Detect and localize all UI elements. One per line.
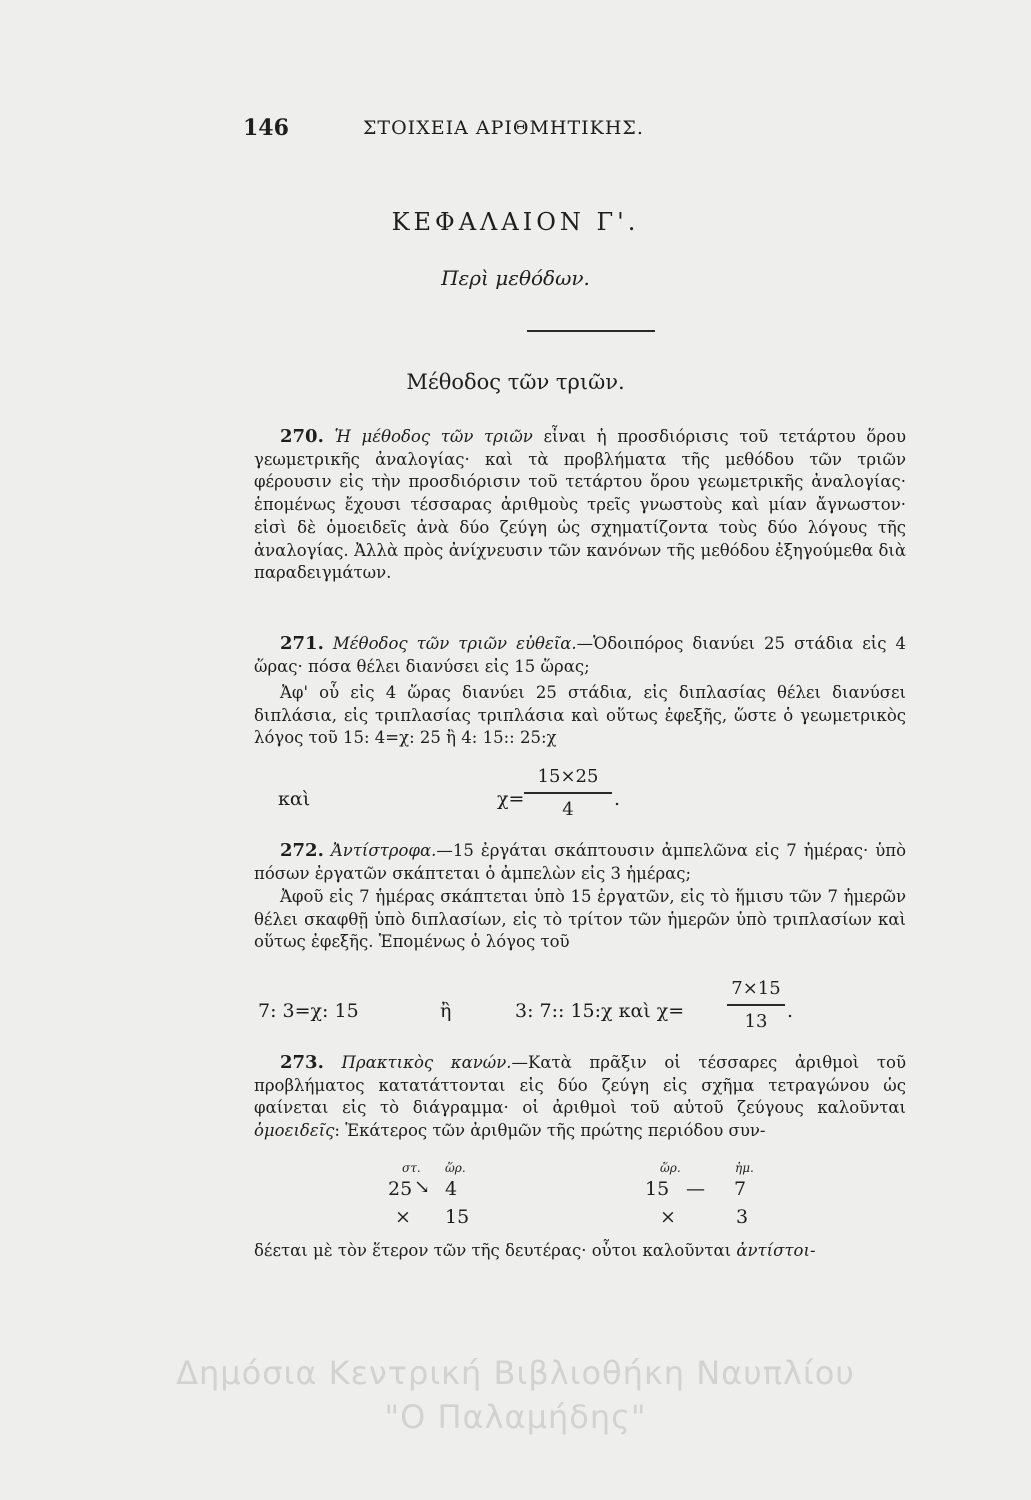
library-watermark-line-1: Δημόσια Κεντρική Βιβλιοθήκη Ναυπλίου xyxy=(176,1354,855,1392)
label-days: ἡμ. xyxy=(735,1161,754,1175)
label-hours: ὥρ. xyxy=(445,1161,466,1175)
equation-period: . xyxy=(614,788,621,810)
label-stadia: στ. xyxy=(402,1161,421,1175)
paragraph-text: —15 ἐργάται σκάπτουσιν ἀμπελῶνα εἰς 7 ἡμέρας· ὑπὸ πόσων ἐργατῶν σκάπτεται ὁ ἀμπελὼν εἰς 3 ἡμέρας; xyxy=(254,841,906,883)
paragraph-text: —Ὁδοιπόρος διανύει 25 στάδια εἰς 4 ὥρας· πόσα θέλει διανύσει εἰς 15 ὥρας; xyxy=(254,634,906,676)
fraction-numerator: 7×15 xyxy=(731,978,781,999)
divider-rule xyxy=(527,330,655,332)
cross-icon: × xyxy=(395,1206,411,1228)
paragraph-271-body: Ἀφ' οὗ εἰς 4 ὥρας διανύει 25 στάδια, εἰς διπλασίας θέλει διανύσει διπλάσια, εἰς τριπλασίας τριπλάσια καὶ οὕτως ἐφεξῆς, ὥστε ὁ γεωμετρικὸς λόγος τοῦ 15: 4=χ: 25 ἢ 4: 15:: 25:χ xyxy=(254,683,906,748)
term: Πρακτικὸς κανών. xyxy=(341,1053,512,1072)
paragraph-text: δέεται μὲ τὸν ἕτερον τῶν τῆς δευτέρας· οὗτοι καλοῦνται xyxy=(254,1241,737,1260)
and-label: καὶ xyxy=(278,788,311,810)
equation-2: 3: 7:: 15:χ καὶ χ= xyxy=(515,1000,685,1022)
paragraph-text: εἶναι ἡ προσδιόρισις τοῦ τετάρτου ὅρου γεωμετρικῆς ἀναλογίας· καὶ τὰ προβλήματα τῆς μεθόδου τῶν τριῶν φέρουσιν εἰς τὴν προσδιόρισιν τοῦ τετάρτου ὅρου γεωμετρικῆς ἀναλογίας· ἑπομένως ἔχουσι τέσσαρας ἀριθμοὺς τρεῖς γνωστοὺς καὶ μίαν ἄγνωστον· εἰσὶ δὲ ὁμοειδεῖς ἀνὰ δύο ζεύγη ὡς σχηματίζοντα τοὺς δύο λόγους τῆς ἀναλογίας. Ἀλλὰ πρὸς ἀνίχνευσιν τῶν κανόνων τῆς μεθόδου ἐξηγούμεθα διὰ παραδειγμάτων. xyxy=(254,427,906,583)
paragraph-272 xyxy=(254,840,906,885)
paragraph-273 xyxy=(254,1052,906,1143)
cross-icon: × xyxy=(660,1206,676,1228)
paragraph-text: —Κατὰ πρᾶξιν οἱ τέσσαρες ἀριθμοὶ τοῦ προβλήματος κατατάττονται εἰς δύο ζεύγη εἰς σχῆμα τετραγώνου ὡς φαίνεται εἰς τὸ διάγραμμα· οἱ ἀριθμοὶ τοῦ αὐτοῦ ζεύγους καλοῦνται xyxy=(254,1053,906,1118)
paragraph-number: 270. xyxy=(280,426,324,447)
term: ἀντίστοι- xyxy=(736,1241,816,1260)
paragraph-number: 272. xyxy=(280,840,324,861)
equation-period: . xyxy=(787,1000,794,1022)
fraction-numerator: 15×25 xyxy=(537,766,599,787)
paragraph-270 xyxy=(254,426,906,585)
diagram-value: 7 xyxy=(734,1178,747,1200)
term: Ἀντίστροφα. xyxy=(330,841,437,860)
fraction-denominator: 4 xyxy=(562,799,574,820)
equation-lhs: χ= xyxy=(497,788,525,810)
chapter-subtitle: Περὶ μεθόδων. xyxy=(441,266,590,290)
label-hours: ὥρ. xyxy=(660,1161,681,1175)
paragraph-number: 273. xyxy=(280,1052,324,1073)
section-title: Μέθοδος τῶν τριῶν. xyxy=(406,370,625,394)
diagram-value: 4 xyxy=(445,1178,458,1200)
fraction-bar xyxy=(727,1004,785,1006)
paragraph-number: 271. xyxy=(280,633,324,654)
paragraph-text: : Ἑκάτερος τῶν ἀριθμῶν τῆς πρώτης περιόδου συν- xyxy=(334,1121,766,1141)
paragraph-271 xyxy=(254,633,906,678)
running-title: ΣΤΟΙΧΕΙΑ ΑΡΙΘΜΗΤΙΚΗΣ. xyxy=(363,117,644,139)
term: ὁμοειδεῖς xyxy=(254,1121,335,1141)
diagram-value: 15 xyxy=(445,1206,470,1228)
paragraph-272-body: Ἀφοῦ εἰς 7 ἡμέρας σκάπτεται ὑπὸ 15 ἐργατῶν, εἰς τὸ ἥμισυ τῶν 7 ἡμερῶν θέλει σκαφθῇ ὑπὸ διπλασίων, εἰς τὸ τρίτον τῶν ἡμερῶν ὑπὸ τριπλασίων καὶ οὕτως ἐφεξῆς. Ἑπομένως ὁ λόγος τοῦ xyxy=(254,887,906,952)
chapter-title: ΚΕΦΑΛΑΙΟΝ Γ'. xyxy=(391,208,640,236)
diagonal-arrow-icon: ↘ xyxy=(414,1176,430,1198)
page-header xyxy=(243,115,783,149)
diagram-value: 25 xyxy=(388,1178,413,1200)
page-number: 146 xyxy=(243,115,289,141)
diagram-value: 15 xyxy=(645,1178,670,1200)
equation-or: ἢ xyxy=(440,1000,452,1022)
paragraph-273-end xyxy=(254,1240,906,1263)
fraction-denominator: 13 xyxy=(744,1011,768,1032)
diagram-value: 3 xyxy=(736,1206,749,1228)
equation-1: 7: 3=χ: 15 xyxy=(258,1000,359,1022)
term: Μέθοδος τῶν τριῶν εὐθεῖα. xyxy=(332,634,577,653)
term: Ἡ μέθοδος τῶν τριῶν xyxy=(334,427,533,446)
dash-icon: — xyxy=(686,1178,705,1200)
fraction-bar xyxy=(524,792,612,794)
library-watermark-line-2: "Ο Παλαμήδης" xyxy=(384,1398,647,1436)
